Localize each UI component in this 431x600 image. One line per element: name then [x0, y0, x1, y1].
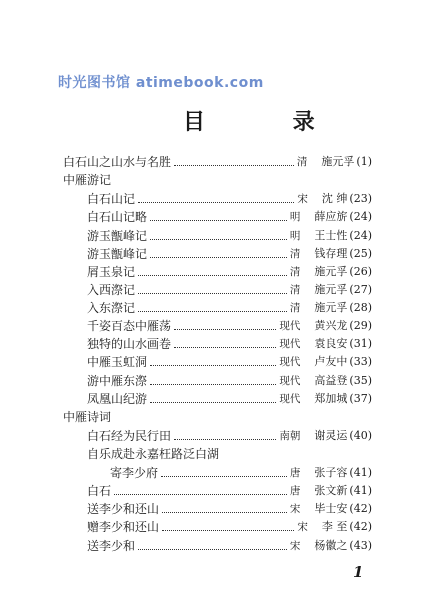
entry-author: 施元孚	[321, 155, 355, 168]
leader-dots	[150, 402, 276, 403]
toc-entry[interactable]	[87, 483, 372, 499]
entry-page: (24)	[349, 229, 372, 242]
entry-title: 独特的山水画卷	[87, 337, 172, 351]
leader-dots	[174, 329, 276, 330]
entry-dynasty: 清	[289, 284, 301, 296]
section-heading-shici: 中雁诗词	[63, 410, 112, 424]
entry-page: (31)	[349, 337, 372, 350]
entry-dynasty: 宋	[297, 193, 308, 205]
toc-entry[interactable]	[87, 519, 372, 535]
entry-title: 寄李少府	[110, 466, 159, 480]
entry-dynasty: 明	[289, 211, 301, 223]
entry-page: (27)	[349, 283, 372, 296]
entry-title: 入东漈记	[87, 301, 136, 315]
entry-title: 游玉甑峰记	[87, 247, 148, 261]
entry-page: (40)	[349, 429, 372, 442]
entry-dynasty: 宋	[297, 521, 308, 533]
entry-author: 袁良安	[314, 337, 348, 350]
toc-entry[interactable]	[87, 538, 372, 554]
entry-author: 张子容	[314, 466, 348, 479]
leader-dots	[138, 275, 287, 276]
leader-dots	[138, 549, 287, 550]
entry-title: 游中雁东漈	[87, 374, 148, 388]
toc-entry[interactable]	[87, 246, 372, 262]
toc-entry[interactable]	[87, 501, 372, 517]
entry-page: (35)	[349, 374, 372, 387]
section-heading-youji: 中雁游记	[63, 173, 112, 187]
leader-dots	[138, 311, 287, 312]
entry-dynasty: 清	[289, 266, 301, 278]
leader-dots	[174, 347, 276, 348]
toc-entry[interactable]	[110, 465, 372, 481]
entry-dynasty: 唐	[289, 485, 301, 497]
entry-dynasty: 清	[296, 156, 308, 168]
entry-author: 郑加城	[314, 392, 348, 405]
entry-title: 白石山之山水与名胜	[63, 155, 172, 169]
entry-dynasty: 清	[289, 248, 301, 260]
entry-page: (25)	[349, 247, 372, 260]
entry-title: 凤凰山纪游	[87, 392, 148, 406]
toc-entry[interactable]	[63, 154, 372, 170]
entry-author: 薛应旂	[314, 210, 348, 223]
entry-dynasty: 现代	[279, 375, 301, 387]
entry-title: 白石	[87, 484, 112, 498]
leader-dots	[150, 257, 287, 258]
entry-dynasty: 唐	[289, 467, 301, 479]
entry-title: 送李少和还山	[87, 502, 160, 516]
leader-dots	[174, 439, 276, 440]
leader-dots	[138, 293, 287, 294]
toc-entry[interactable]	[87, 300, 372, 316]
toc-entry[interactable]	[87, 209, 372, 225]
toc-entry[interactable]	[87, 282, 372, 298]
entry-title: 入西漈记	[87, 283, 136, 297]
toc-entry[interactable]	[87, 391, 372, 407]
entry-page: (28)	[349, 301, 372, 314]
toc-entry[interactable]	[87, 264, 372, 280]
page-title: 目 录	[183, 109, 355, 135]
entry-title: 中雁玉虹洞	[87, 355, 148, 369]
entry-page: (33)	[349, 355, 372, 368]
toc-entry[interactable]	[87, 354, 372, 370]
entry-author: 李 至	[321, 520, 348, 533]
entry-page: (41)	[349, 466, 372, 479]
entry-author: 施元孚	[314, 283, 348, 296]
entry-title: 白石山记略	[87, 210, 148, 224]
entry-dynasty: 宋	[289, 503, 301, 515]
toc-entry[interactable]	[87, 336, 372, 352]
entry-title: 送李少和	[87, 539, 136, 553]
leader-dots	[162, 530, 294, 531]
entry-author: 沈 绅	[321, 192, 348, 205]
entry-page: (37)	[349, 392, 372, 405]
entry-page: (1)	[356, 155, 372, 168]
entry-page: (24)	[349, 210, 372, 223]
leader-dots	[162, 512, 287, 513]
entry-dynasty: 南朝	[279, 430, 301, 442]
entry-page: (26)	[349, 265, 372, 278]
entry-dynasty: 现代	[279, 356, 301, 368]
entry-page: (41)	[349, 484, 372, 497]
entry-page: (43)	[349, 539, 372, 552]
toc-entry[interactable]	[87, 373, 372, 389]
leader-dots	[174, 165, 294, 166]
entry-title-first-line: 自乐成赴永嘉枉路泛白湖	[87, 447, 220, 461]
entry-dynasty: 现代	[279, 393, 301, 405]
entry-dynasty: 清	[289, 302, 301, 314]
toc-entry[interactable]	[87, 428, 372, 444]
entry-dynasty: 明	[289, 230, 301, 242]
toc-entry[interactable]	[87, 228, 372, 244]
entry-title: 赠李少和还山	[87, 520, 160, 534]
entry-author: 毕士安	[314, 502, 348, 515]
toc-entry[interactable]	[87, 318, 372, 334]
leader-dots	[138, 202, 294, 203]
entry-dynasty: 现代	[279, 320, 301, 332]
entry-dynasty: 现代	[279, 338, 301, 350]
entry-author: 谢灵运	[314, 429, 348, 442]
leader-dots	[150, 365, 276, 366]
entry-page: (23)	[349, 192, 372, 205]
leader-dots	[150, 384, 276, 385]
entry-title: 千姿百态中雁荡	[87, 319, 172, 333]
leader-dots	[150, 220, 287, 221]
entry-dynasty: 宋	[289, 540, 301, 552]
leader-dots	[161, 476, 287, 477]
entry-author: 卢友中	[314, 355, 348, 368]
entry-title: 白石山记	[87, 192, 136, 206]
entry-title: 游玉甑峰记	[87, 229, 148, 243]
site-watermark: 时光图书馆 atimebook.com	[58, 75, 264, 91]
entry-author: 王士性	[314, 229, 348, 242]
page-number: 1	[353, 563, 364, 581]
entry-author: 施元孚	[314, 265, 348, 278]
leader-dots	[150, 239, 287, 240]
entry-page: (29)	[349, 319, 372, 332]
entry-author: 杨徽之	[314, 539, 348, 552]
entry-author: 钱存理	[314, 247, 348, 260]
leader-dots	[114, 494, 287, 495]
entry-page: (42)	[349, 520, 372, 533]
entry-author: 张文新	[314, 484, 348, 497]
entry-author: 高益登	[314, 374, 348, 387]
entry-author: 黄兴龙	[314, 319, 348, 332]
entry-title: 白石经为民行田	[87, 429, 172, 443]
entry-author: 施元孚	[314, 301, 348, 314]
toc-entry[interactable]	[87, 191, 372, 207]
entry-title: 屑玉泉记	[87, 265, 136, 279]
entry-page: (42)	[349, 502, 372, 515]
